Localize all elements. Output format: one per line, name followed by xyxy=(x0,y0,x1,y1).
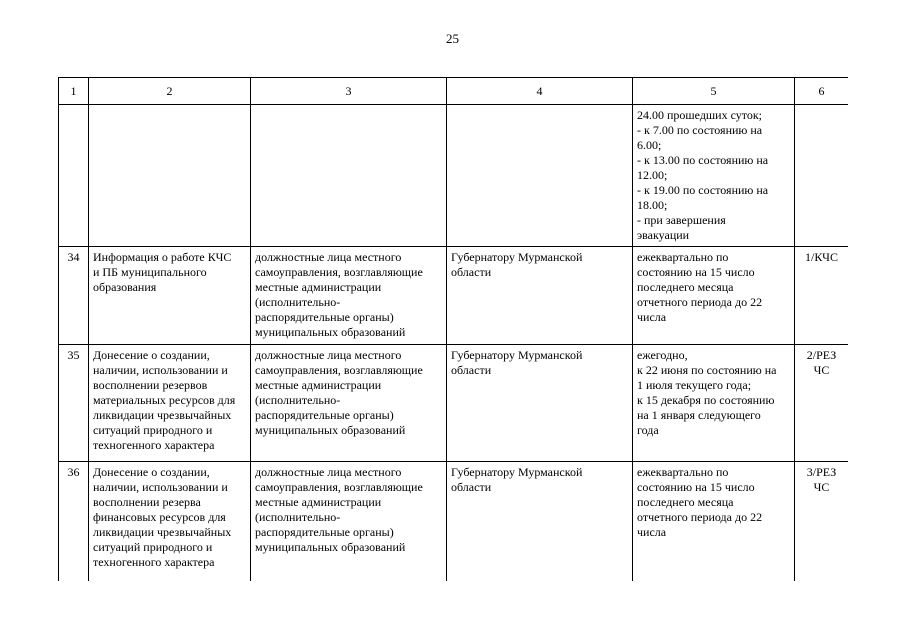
submitter: должностные лица местного самоуправления, возглавляющие местные администрации (исполнительно- распорядительные органы) муниципальных образований xyxy=(251,247,447,345)
cont-cell-3 xyxy=(251,105,447,247)
submission-terms: ежегодно, к 22 июня по состоянию на 1 июля текущего года; к 15 декабря по состоянию на 1 января следующего года xyxy=(633,345,795,462)
info-name: Информация о работе КЧС и ПБ муниципального образования xyxy=(89,247,251,345)
info-name: Донесение о создании, наличии, использовании и восполнении резерва финансовых ресурсов для ликвидации чрезвычайных ситуаций природного и техногенного характера xyxy=(89,462,251,582)
submission-terms: ежеквартально по состоянию на 15 число последнего месяца отчетного периода до 22 числа xyxy=(633,247,795,345)
header-cell-3: 3 xyxy=(251,78,447,105)
recipient: Губернатору Мурманской области xyxy=(447,462,633,582)
table-header-row xyxy=(59,78,849,105)
submission-terms: ежеквартально по состоянию на 15 число последнего месяца отчетного периода до 22 числа xyxy=(633,462,795,582)
cont-cell-terms: 24.00 прошедших суток; - к 7.00 по состоянию на 6.00; - к 13.00 по состоянию на 12.00; - к 19.00 по состоянию на 18.00; - при завершения эвакуации xyxy=(633,105,795,247)
header-cell-6: 6 xyxy=(795,78,849,105)
cont-cell-2 xyxy=(89,105,251,247)
info-name: Донесение о создании, наличии, использовании и восполнении резервов материальных ресурсов для ликвидации чрезвычайных ситуаций природного и техногенного характера xyxy=(89,345,251,462)
submitter: должностные лица местного самоуправления, возглавляющие местные администрации (исполнительно- распорядительные органы) муниципальных образований xyxy=(251,345,447,462)
table-row-35 xyxy=(59,345,849,462)
row-number: 34 xyxy=(59,247,89,345)
recipient: Губернатору Мурманской области xyxy=(447,247,633,345)
header-cell-1: 1 xyxy=(59,78,89,105)
form-code: 2/РЕЗ ЧС xyxy=(795,345,849,462)
form-code: 3/РЕЗ ЧС xyxy=(795,462,849,582)
table-row-36 xyxy=(59,462,849,582)
page-number: 25 xyxy=(446,31,459,46)
recipient: Губернатору Мурманской области xyxy=(447,345,633,462)
table-row-34 xyxy=(59,247,849,345)
header-cell-5: 5 xyxy=(633,78,795,105)
submitter: должностные лица местного самоуправления, возглавляющие местные администрации (исполнительно- распорядительные органы) муниципальных образований xyxy=(251,462,447,582)
report-table-container xyxy=(58,77,848,581)
row-number: 35 xyxy=(59,345,89,462)
table-row-continuation xyxy=(59,105,849,247)
header-cell-4: 4 xyxy=(447,78,633,105)
cont-cell-1 xyxy=(59,105,89,247)
cont-cell-4 xyxy=(447,105,633,247)
report-table xyxy=(58,77,848,581)
row-number: 36 xyxy=(59,462,89,582)
form-code: 1/КЧС xyxy=(795,247,849,345)
header-cell-2: 2 xyxy=(89,78,251,105)
cont-cell-6 xyxy=(795,105,849,247)
